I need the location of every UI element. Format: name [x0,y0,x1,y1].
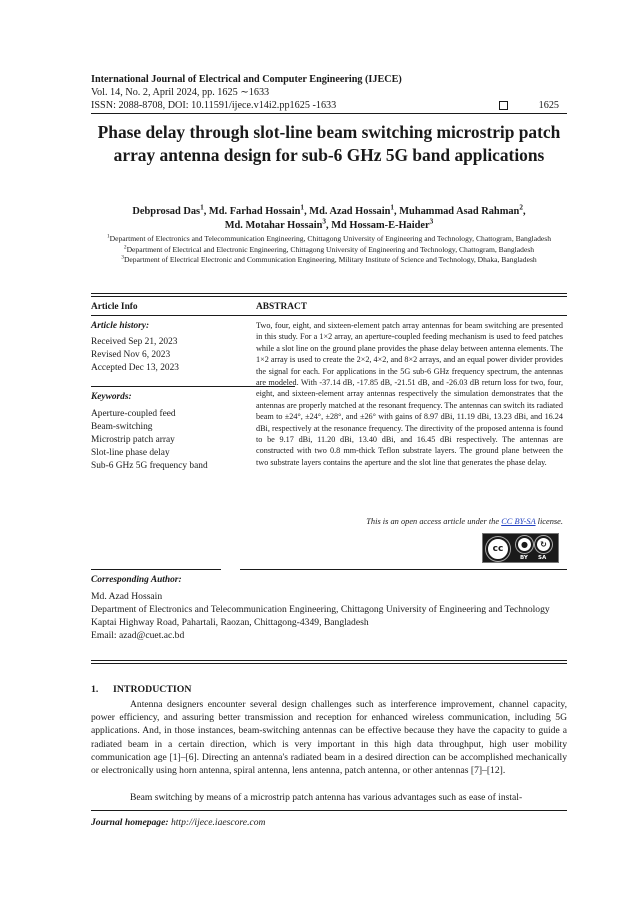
author-name: Md Hossam-E-Haider [331,220,430,231]
corresponding-name: Md. Azad Hossain [91,591,163,602]
keywords-heading: Keywords: [91,392,132,402]
affiliation: $^2$Department of Electrical and Electronic Engineering, Chittagong University of Engineering and Technology, Chattogram, Bangladesh [123,243,535,254]
introduction-paragraph-1: Antenna designers encounter several design challenges such as interference improvement, channel capacity, power efficiency, and assuring better transmission and reception for enhanced wireless communication, including 5G applications. And, in those instances, beam-switching antennas can be effective because they have the capacity to guide a radiated beam in a certain direction, which is very important in this high data throughput, high user mobility communication age [1]–[6]. Directing an antenna's radiated beam in a desired direction can be accomplished mechanically or electronically using horn antenna, spiral antenna, lens antenna, patch antenna, or other antennas [7]–[12]. [91,699,567,777]
author-name: Debprosad Das [132,206,201,217]
corresponding-rule-right [240,569,567,570]
cc-by-text: BY [520,555,528,561]
abstract-text: Two, four, eight, and sixteen-element patch array antennas for beam switching are presented in this study. For a 1×2 array, an aperture-coupled feeding mechanism is used to feed patches while a slot line on the ground plane provides the phase delay between antenna elements. The 1×2 array is used to create the 2×2, 4×2, and 8×2 arrays, and an equal power divider provides the signal for each. For applications in the 5G sub-6 GHz frequency spectrum, the antennas are modeled. With -37.14 dB, -17.85 dB, -21.51 dB, and -26.03 dB return loss for two, four, eight, and sixteen-element array antennas respectively the simulation demonstrates that the antennas are properly matched at the resonant frequency. The antennas can switch its radiated beam to ±24°, ±24°, ±28°, and ±26° with gains of 8.97 dBi, 11.19 dBi, 13.23 dBi, and 16.24 dBi, respectively at the resonance frequency. The directivity of the proposed antenna is found to be 9.17 dBi, 11.20 dBi, 13.40 dBi, and 16.45 dBi respectively. The antennas are constructed with two 0.8 mm-thick Teflon substrate layers. The ground plane between the two substrate layers contains the aperture and the slot line that generates the phase delay. [256,321,563,467]
header-rule [91,113,567,114]
introduction-heading: 1. INTRODUCTION [91,684,192,695]
keyword: Sub-6 GHz 5G frequency band [91,461,208,471]
cc-by-sa-link[interactable]: CC BY-SA [501,517,536,526]
corresponding-dept: Department of Electronics and Telecommunication Engineering, Chittagong University of Engineering and Technology [91,604,550,615]
footer-rule [91,810,567,811]
author-name: Md. Motahar Hossain [224,220,323,231]
received-date: Received Sep 21, 2023 [91,337,178,347]
keyword: Beam-switching [91,422,153,432]
abstract-heading: ABSTRACT [256,302,308,312]
affiliations [62,234,596,266]
corresponding-details [91,590,567,642]
cc-by-sa-badge[interactable] [482,533,559,563]
info-bottom-rule [91,660,567,661]
square-icon [499,101,508,110]
author-list: Debprosad Das$^1$, Md. Farhad Hossain$^1$, Md. Azad Hossain$^1$, Muhammad Asad Rahman$^2$, Md. Motahar Hossain$^3$, Md Hossam-E-Haider$^3$ [132,203,526,231]
info-top-rule [91,293,567,294]
author-name: Md. Azad Hossain [309,206,391,217]
keyword: Microstrip patch array [91,435,175,445]
license-line: This is an open access article under the CC BY-SA license. [366,517,563,526]
corresponding-address: Kaptai Highway Road, Pahartali, Raozan, Chittagong-4349, Bangladesh [91,617,369,628]
affiliation: $^3$Department of Electrical Electronic and Communication Engineering, Military Institute of Science and Technology, Dhaka, Bangladesh [121,254,537,264]
info-top-rule-2 [91,296,567,297]
journal-homepage [91,817,265,828]
paper-title: Phase delay through slot-line beam switching microstrip patch array antenna design for sub-6 GHz 5G band applications [97,122,561,165]
article-info-heading: Article Info [91,302,138,312]
cc-sa-text: SA [538,555,547,561]
info-bottom-rule-2 [91,663,567,664]
introduction-paragraph-2: Beam switching by means of a microstrip patch antenna has various advantages such as ease of instal- [130,792,523,803]
share-alike-icon: ↻ [535,536,552,553]
attribution-person-icon: ● [516,536,533,553]
journal-name: International Journal of Electrical and Computer Engineering (IJECE) [91,74,402,85]
volume-info: Vol. 14, No. 2, April 2024, pp. 1625 ∼1633 [91,87,270,98]
keyword: Aperture-coupled feed [91,409,176,419]
corresponding-heading: Corresponding Author: [91,575,182,585]
issn-doi: ISSN: 2088-8708, DOI: 10.11591/ijece.v14i2.pp1625 -1633 [91,100,337,111]
corresponding-rule-left [91,569,221,570]
corresponding-email: Email: azad@cuet.ac.bd [91,630,185,641]
history-heading: Article history: [91,321,150,331]
keyword: Slot-line phase delay [91,448,170,458]
cc-logo-icon: cc [486,537,510,561]
author-name: Md. Farhad Hossain [208,206,301,217]
homepage-link[interactable]: http://ijece.iaescore.com [170,817,266,828]
accepted-date: Accepted Dec 13, 2023 [91,363,179,373]
homepage-label: Journal homepage: [91,817,169,828]
page-number: 1625 [538,100,559,111]
author-name: Muhammad Asad Rahman [399,206,520,217]
affiliation: $^1$Department of Electronics and Telecommunication Engineering, Chittagong University of Engineering and Technology, Chattogram, Bangladesh [106,233,552,243]
abstract-rule [256,315,567,316]
revised-date: Revised Nov 6, 2023 [91,350,171,360]
